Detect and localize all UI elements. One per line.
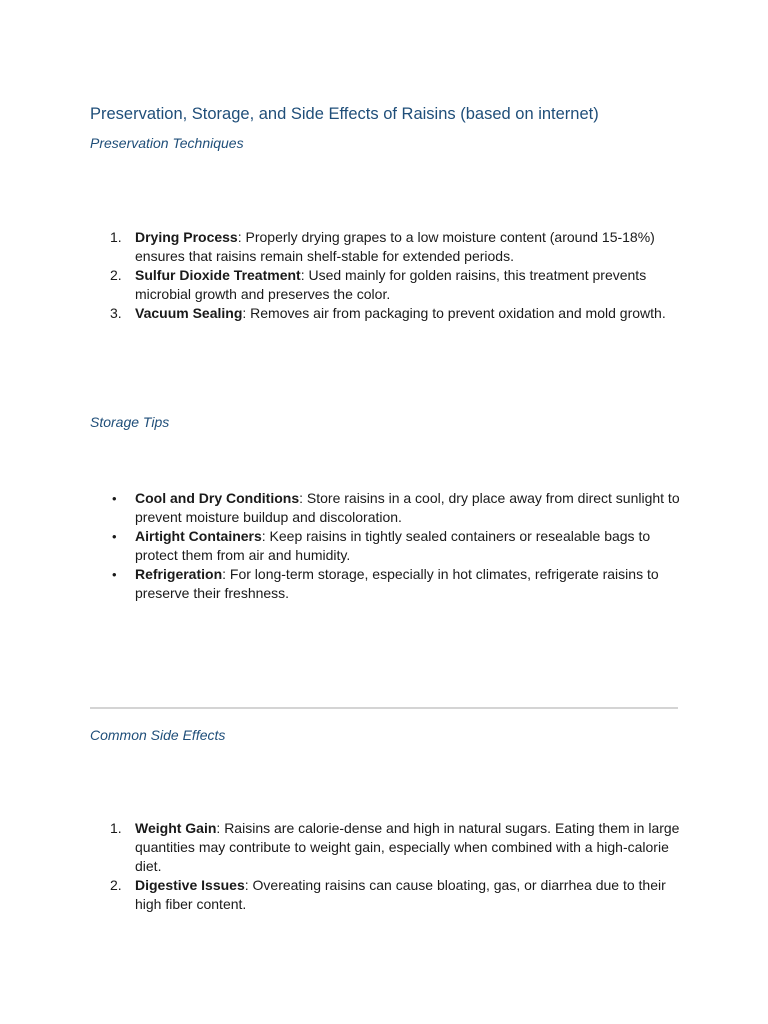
list-item-term: Airtight Containers xyxy=(135,528,262,544)
list-item-text: : For long-term storage, especially in hot climates, refrigerate raisins to preserve their freshness. xyxy=(135,566,659,601)
preservation-heading: Preservation Techniques xyxy=(90,135,244,151)
list-item-text: : Overeating raisins can cause bloating, gas, or diarrhea due to their high fiber content. xyxy=(135,877,666,912)
list-marker: 1. xyxy=(110,820,122,836)
preservation-list xyxy=(90,228,680,323)
list-item xyxy=(90,876,680,914)
list-marker: 3. xyxy=(110,305,122,321)
list-item-term: Digestive Issues xyxy=(135,877,245,893)
list-item-term: Refrigeration xyxy=(135,566,223,582)
list-item xyxy=(90,819,680,876)
list-item-term: Drying Process xyxy=(135,229,238,245)
list-item xyxy=(90,228,680,266)
list-item-term: Sulfur Dioxide Treatment xyxy=(135,267,301,283)
list-marker: 2. xyxy=(110,267,122,283)
list-item xyxy=(90,266,680,304)
page-title: Preservation, Storage, and Side Effects of Raisins (based on internet) xyxy=(90,105,599,123)
bullet-marker: • xyxy=(112,491,117,506)
list-item-text: : Keep raisins in tightly sealed containers or resealable bags to protect them from air and humidity. xyxy=(135,528,651,563)
list-item-text: : Raisins are calorie-dense and high in natural sugars. Eating them in large quantities may contribute to weight gain, especially when combined with a high-calorie diet. xyxy=(135,820,680,874)
list-marker: 2. xyxy=(110,877,122,893)
list-item xyxy=(90,304,680,323)
list-item-term: Weight Gain xyxy=(135,820,217,836)
side-effects-list xyxy=(90,819,680,914)
list-item-text: : Removes air from packaging to prevent oxidation and mold growth. xyxy=(242,305,666,321)
list-item xyxy=(90,489,680,527)
storage-heading: Storage Tips xyxy=(90,414,170,430)
list-item-text: : Used mainly for golden raisins, this treatment prevents microbial growth and preserves the color. xyxy=(135,267,647,302)
list-item-text: : Store raisins in a cool, dry place away from direct sunlight to prevent moisture buildup and discoloration. xyxy=(135,490,680,525)
list-item xyxy=(90,565,680,603)
list-item-text: : Properly drying grapes to a low moisture content (around 15-18%) ensures that raisins remain shelf-stable for extended periods. xyxy=(135,229,655,264)
list-marker: 1. xyxy=(110,229,122,245)
bullet-marker: • xyxy=(112,567,117,582)
list-item xyxy=(90,527,680,565)
side-effects-heading: Common Side Effects xyxy=(90,727,226,743)
storage-list xyxy=(90,489,680,603)
horizontal-divider xyxy=(90,707,678,709)
list-item-term: Vacuum Sealing xyxy=(135,305,243,321)
list-item-term: Cool and Dry Conditions xyxy=(135,490,300,506)
bullet-marker: • xyxy=(112,529,117,544)
